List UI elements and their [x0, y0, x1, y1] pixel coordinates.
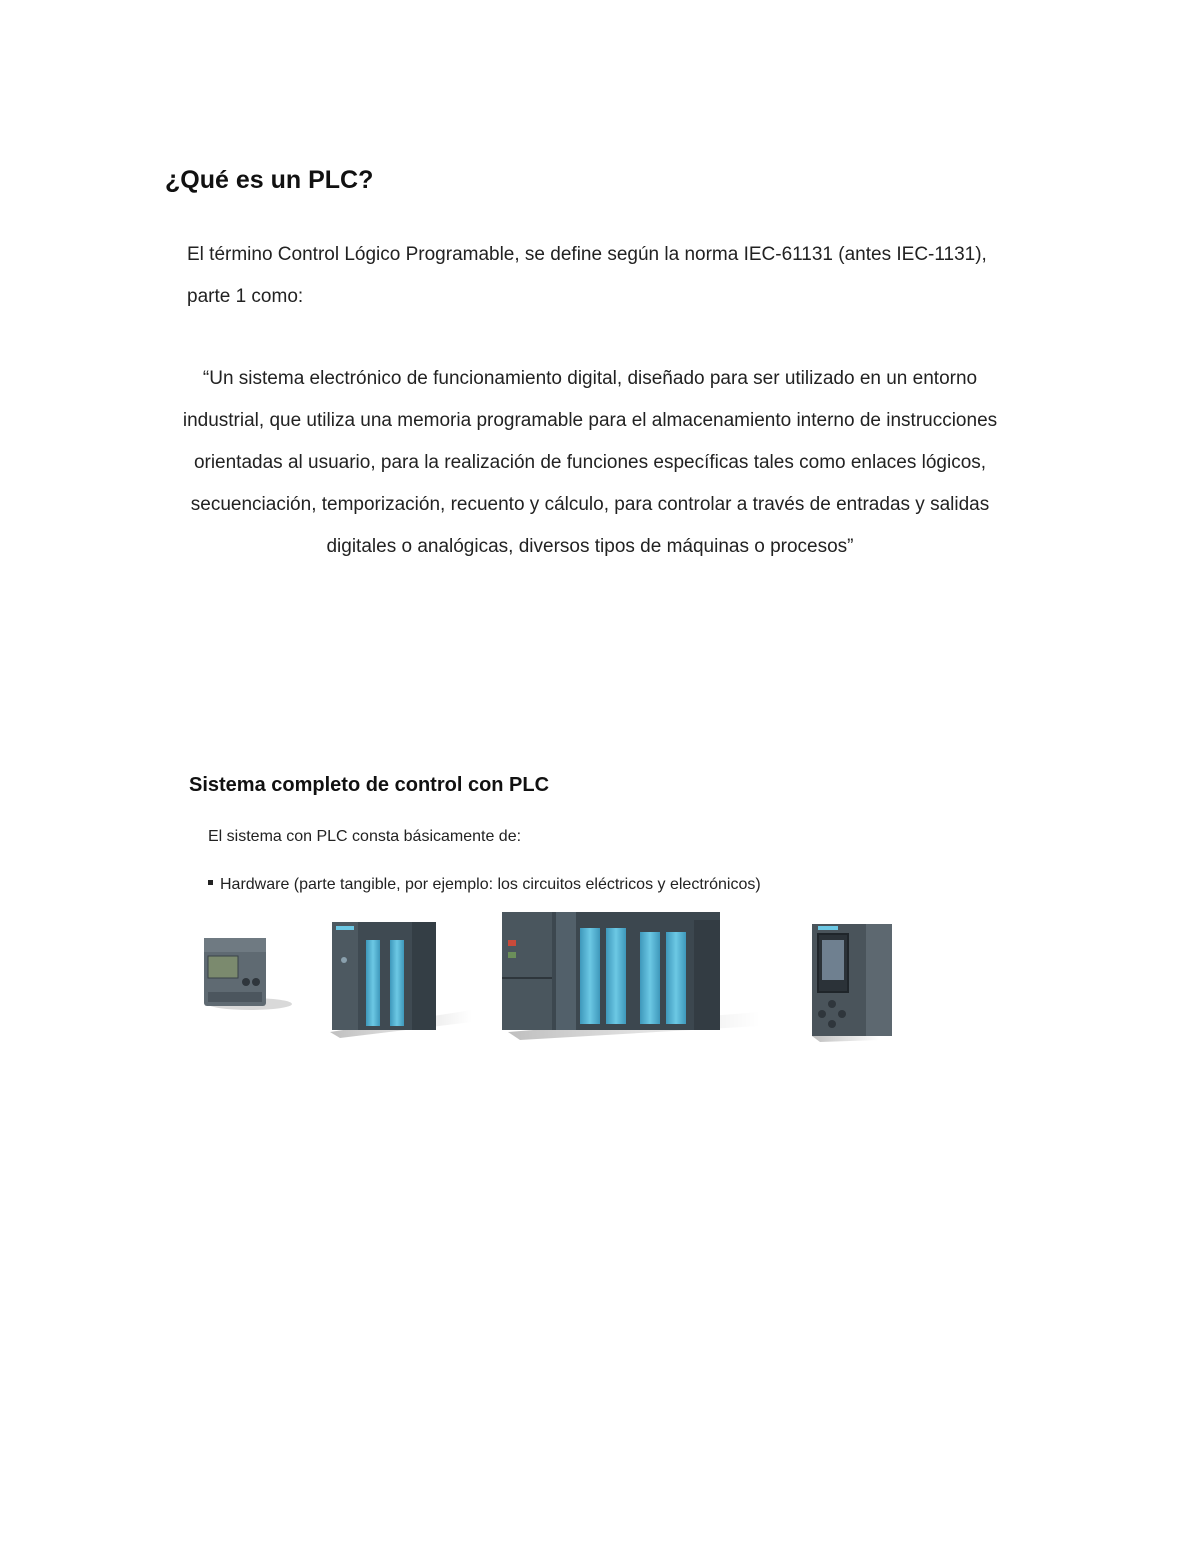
intro-paragraph: El término Control Lógico Programable, se define según la norma IEC-61131 (antes IEC-1131), parte 1 como:: [187, 244, 987, 307]
system-subtitle: El sistema con PLC consta básicamente de:: [208, 828, 522, 845]
definition-quote: “Un sistema electrónico de funcionamiento digital, diseñado para ser utilizado en un entorno industrial, que utiliza una memoria programable para el almacenamiento interno de instrucciones orientadas al usuario, para la realización de funciones específicas tales como enlaces lógicos, secuenciación, temporización, recuento y cálculo, para controlar a través de entradas y salidas digitales o analógicas, diversos tipos de máquinas o procesos”: [182, 368, 998, 557]
s7-300-compact-icon: [330, 922, 472, 1038]
s7-300-rack-icon: [502, 912, 760, 1040]
bullet-mark-icon: [208, 880, 213, 885]
hardware-bullet: [208, 876, 761, 894]
hardware-bullet-text: Hardware (parte tangible, por ejemplo: los circuitos eléctricos y electrónicos): [220, 876, 761, 893]
s7-1500-controller-icon: [812, 924, 892, 1042]
plc-hardware-illustration: [0, 900, 1200, 1060]
section-title-what-is-plc: ¿Qué es un PLC?: [165, 166, 374, 194]
section-title-control-system: Sistema completo de control con PLC: [189, 774, 550, 796]
logo-controller-icon: [204, 938, 292, 1010]
